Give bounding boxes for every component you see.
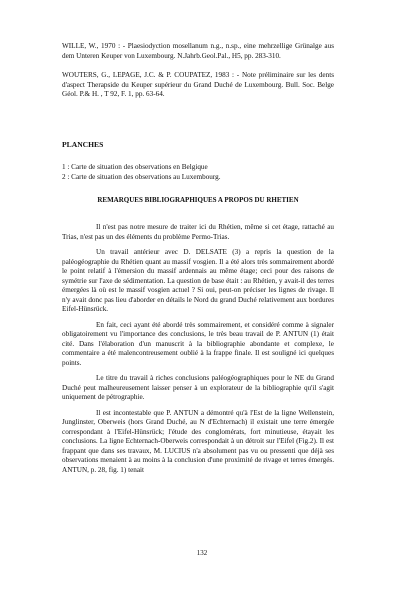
reference-entry-wouters: WOUTERS, G., LEPAGE, J.C. & P. COUPATEZ, 1983 : - Note préliminaire sur les dents d'aspect Therapside du Keuper supérieur du Grand Duché de Luxembourg. Bull. Soc. Belge Géol. P.& H. , T 92, F. 1, pp. 63-64. [62,71,334,98]
body-text [62,223,334,475]
planches-heading: PLANCHES [62,140,104,149]
paragraph-3: En fait, ceci ayant été abordé très sommairement, et considéré comme à signaler obligatoirement vu l'importance des conclusions, le très beau travail de P. ANTUN (1) était cité. Dans l'élaboration d'un manuscrit à la bibliographie abondante et complexe, le commentaire a été malencontreusement oublié à la frappe finale. Il est souligné ici quelques points. [62,320,334,367]
paragraph-4: Le titre du travail à riches conclusions paléogéographiques pour le NE du Grand Duché peut malheureusement laisser penser à un explorateur de la bibliographie qu'il s'agit uniquement de pétrographie. [62,374,334,401]
paragraph-2: Un travail antérieur avec D. DELSATE (3) a repris la question de la paléogéographie du Rhétien quant au massif vosgien. Il a été alors très sommairement abordé le point relatif à l'émersion du massif ardennais au même étage; ceci pour des raisons de symétrie sur l'axe de sédimentation. La question de base était : au Rhétien, y avait-il des terres émergées là où est le massif vosgien actuel ? Si oui, peut-on préciser les lignes de rivage. Il n'y avait donc pas lieu d'aborder en détails le Nord du grand Duché relativement aux bordures Eifel-Hünsrück. [62,248,334,313]
reference-entry-wille: WILLE, W., 1970 : - Plaesiodyction mosellanum n.g., n.sp., eine mehrzellige Grünalge aus dem Unteren Keuper von Luxembourg. N.Jahrb.Geol.Pal., H5, pp. 283-310. [62,42,334,60]
section-heading: REMARQUES BIBLIOGRAPHIQUES A PROPOS DU RHETIEN [97,196,299,204]
planches-list [62,163,334,182]
paragraph-5: Il est incontestable que P. ANTUN a démontré qu'à l'Est de la ligne Wellenstein, Junglinster, Oberweis (hors Grand Duché, au N d'Echternach) il existait une terre émergée correspondant à l'Eifel-Hünsrück; l'étude des conglomérats, fort minutieuse, étayait les conclusions. La ligne Echternach-Oberweis correspondait à un détroit sur l'Eifel (Fig.2). Il est frappant que dans ses travaux, M. LUCIUS n'a absolument pas vu ou pressenti que déjà ses observations menaient à au moins à la conclusion d'une proximité de rivage et terres émergés. ANTUN, p. 28, fig. 1) tenait [62,408,334,474]
reference-list [62,42,334,100]
paragraph-1: Il n'est pas notre mesure de traiter ici du Rhétien, même si cet étage, rattaché au Trias, n'est pas un des éléments du problème Permo-Trias. [62,223,334,241]
page-number: 132 [196,549,208,557]
planche-item-2: 2 : Carte de situation des observations au Luxembourg. [62,172,221,181]
planche-item-1: 1 : Carte de situation des observations en Belgique [62,163,208,171]
